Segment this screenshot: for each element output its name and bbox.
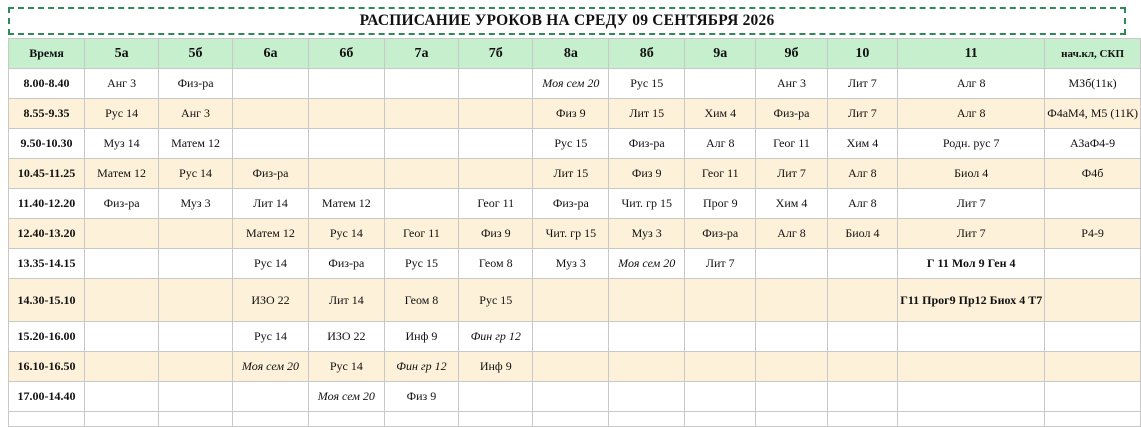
empty-cell — [685, 352, 756, 382]
empty-cell — [459, 382, 533, 412]
header-class: 7б — [459, 39, 533, 69]
empty-cell — [756, 382, 827, 412]
lesson-cell: АЗаФ4-9 — [1045, 129, 1141, 159]
empty-cell — [85, 412, 159, 427]
lesson-row — [9, 352, 1141, 382]
lesson-cell: Муз 3 — [533, 249, 609, 279]
empty-cell — [533, 382, 609, 412]
lesson-cell: Физ-ра — [533, 189, 609, 219]
lesson-cell: Геом 8 — [384, 279, 458, 322]
empty-cell — [609, 412, 685, 427]
empty-cell — [685, 412, 756, 427]
time-cell: 8.00-8.40 — [9, 69, 85, 99]
empty-cell — [159, 219, 233, 249]
lesson-cell: Моя сем 20 — [533, 69, 609, 99]
empty-cell — [384, 69, 458, 99]
lesson-cell: Хим 4 — [685, 99, 756, 129]
lesson-cell: Лит 7 — [898, 189, 1045, 219]
lesson-cell: МЗб(11к) — [1045, 69, 1141, 99]
empty-cell — [159, 322, 233, 352]
empty-cell — [159, 412, 233, 427]
lesson-cell: Физ-ра — [85, 189, 159, 219]
lesson-cell: Моя сем 20 — [233, 352, 309, 382]
lesson-row — [9, 69, 1141, 99]
empty-cell — [85, 249, 159, 279]
time-cell: 11.40-12.20 — [9, 189, 85, 219]
empty-cell — [827, 322, 898, 352]
lesson-row — [9, 189, 1141, 219]
header-class: 5а — [85, 39, 159, 69]
empty-cell — [233, 69, 309, 99]
lesson-cell: Биол 4 — [898, 159, 1045, 189]
time-cell: 16.10-16.50 — [9, 352, 85, 382]
lesson-cell: Лит 15 — [533, 159, 609, 189]
empty-cell — [159, 382, 233, 412]
lesson-cell: Рус 14 — [159, 159, 233, 189]
lesson-cell: Алг 8 — [756, 219, 827, 249]
lesson-cell: Ф4б — [1045, 159, 1141, 189]
empty-cell — [85, 352, 159, 382]
header-class: 6а — [233, 39, 309, 69]
empty-cell — [609, 279, 685, 322]
lesson-cell: Физ 9 — [459, 219, 533, 249]
lesson-cell: Алг 8 — [898, 99, 1045, 129]
lesson-cell: Лит 7 — [827, 69, 898, 99]
empty-cell — [827, 382, 898, 412]
header-time: Время — [9, 39, 85, 69]
table-bottom-edge — [9, 412, 1141, 427]
empty-cell — [384, 189, 458, 219]
empty-cell — [609, 352, 685, 382]
empty-cell — [459, 69, 533, 99]
lesson-cell: Г11 Прог9 Пр12 Биох 4 Т7 — [898, 279, 1045, 322]
lesson-cell: Инф 9 — [384, 322, 458, 352]
empty-cell — [233, 129, 309, 159]
lesson-row — [9, 99, 1141, 129]
empty-cell — [233, 382, 309, 412]
time-cell: 9.50-10.30 — [9, 129, 85, 159]
lesson-cell: Физ-ра — [756, 99, 827, 129]
lesson-cell: Геог 11 — [756, 129, 827, 159]
empty-cell — [533, 322, 609, 352]
lesson-cell: Матем 12 — [159, 129, 233, 159]
lesson-cell: Фин гр 12 — [384, 352, 458, 382]
lesson-cell: Геог 11 — [459, 189, 533, 219]
empty-cell — [685, 279, 756, 322]
empty-cell — [827, 412, 898, 427]
lesson-cell: Анг 3 — [85, 69, 159, 99]
empty-cell — [85, 279, 159, 322]
empty-cell — [384, 129, 458, 159]
empty-cell — [159, 249, 233, 279]
lesson-cell: Анг 3 — [756, 69, 827, 99]
time-cell: 17.00-14.40 — [9, 382, 85, 412]
empty-cell — [1045, 249, 1141, 279]
empty-cell — [756, 412, 827, 427]
empty-cell — [1045, 412, 1141, 427]
lesson-row — [9, 382, 1141, 412]
empty-cell — [308, 129, 384, 159]
empty-cell — [1045, 382, 1141, 412]
schedule-body — [9, 69, 1141, 427]
lesson-cell: Лит 14 — [233, 189, 309, 219]
empty-cell — [609, 322, 685, 352]
empty-cell — [827, 279, 898, 322]
lesson-cell: Алг 8 — [827, 159, 898, 189]
header-class: 9а — [685, 39, 756, 69]
lesson-cell: Физ 9 — [609, 159, 685, 189]
header-primary-classes: нач.кл, СКП — [1045, 39, 1141, 69]
lesson-cell: Физ-ра — [609, 129, 685, 159]
lesson-cell: ИЗО 22 — [233, 279, 309, 322]
empty-cell — [756, 279, 827, 322]
lesson-cell: Физ-ра — [233, 159, 309, 189]
empty-cell — [533, 279, 609, 322]
lesson-cell: Лит 7 — [827, 99, 898, 129]
time-cell: 10.45-11.25 — [9, 159, 85, 189]
lesson-cell: Геог 11 — [685, 159, 756, 189]
lesson-cell: Муз 3 — [609, 219, 685, 249]
empty-cell — [308, 412, 384, 427]
lesson-cell: Муз 14 — [85, 129, 159, 159]
lesson-cell: Матем 12 — [308, 189, 384, 219]
lesson-cell: Биол 4 — [827, 219, 898, 249]
lesson-cell: Муз 3 — [159, 189, 233, 219]
lesson-row — [9, 279, 1141, 322]
empty-cell — [756, 249, 827, 279]
time-cell: 13.35-14.15 — [9, 249, 85, 279]
empty-cell — [459, 159, 533, 189]
time-cell: 14.30-15.10 — [9, 279, 85, 322]
empty-cell — [308, 159, 384, 189]
lesson-cell: ИЗО 22 — [308, 322, 384, 352]
empty-cell — [159, 279, 233, 322]
lesson-cell: Инф 9 — [459, 352, 533, 382]
lesson-cell: Хим 4 — [756, 189, 827, 219]
empty-cell — [827, 249, 898, 279]
lesson-cell: Лит 7 — [685, 249, 756, 279]
header-class: 9б — [756, 39, 827, 69]
lesson-cell: Геог 11 — [384, 219, 458, 249]
header-class: 8б — [609, 39, 685, 69]
lesson-cell: Рус 14 — [85, 99, 159, 129]
lesson-cell: Физ-ра — [308, 249, 384, 279]
empty-cell — [233, 99, 309, 129]
empty-cell — [1045, 189, 1141, 219]
header-class: 10 — [827, 39, 898, 69]
empty-cell — [1045, 322, 1141, 352]
empty-cell — [459, 99, 533, 129]
empty-cell — [898, 382, 1045, 412]
lesson-cell: Физ 9 — [384, 382, 458, 412]
empty-cell — [827, 352, 898, 382]
lesson-cell: Алг 8 — [898, 69, 1045, 99]
header-row — [9, 39, 1141, 69]
lesson-cell: Лит 7 — [898, 219, 1045, 249]
lesson-cell: Г 11 Мол 9 Ген 4 — [898, 249, 1045, 279]
lesson-cell: Матем 12 — [233, 219, 309, 249]
empty-cell — [609, 382, 685, 412]
empty-cell — [85, 219, 159, 249]
empty-cell — [85, 322, 159, 352]
empty-cell — [685, 322, 756, 352]
lesson-cell: Рус 15 — [533, 129, 609, 159]
lesson-cell: Рус 15 — [459, 279, 533, 322]
empty-cell — [756, 352, 827, 382]
lesson-cell: Лит 14 — [308, 279, 384, 322]
lesson-cell: Анг 3 — [159, 99, 233, 129]
lesson-cell: Прог 9 — [685, 189, 756, 219]
lesson-row — [9, 159, 1141, 189]
empty-cell — [1045, 352, 1141, 382]
empty-cell — [898, 322, 1045, 352]
time-cell: 12.40-13.20 — [9, 219, 85, 249]
lesson-cell: Р4-9 — [1045, 219, 1141, 249]
lesson-cell: Алг 8 — [827, 189, 898, 219]
lesson-cell: Рус 14 — [233, 322, 309, 352]
header-class: 7а — [384, 39, 458, 69]
header-class: 6б — [308, 39, 384, 69]
lesson-cell: Рус 14 — [308, 352, 384, 382]
empty-cell — [756, 322, 827, 352]
empty-cell — [85, 382, 159, 412]
lesson-cell: Алг 8 — [685, 129, 756, 159]
lesson-row — [9, 249, 1141, 279]
empty-cell — [159, 352, 233, 382]
lesson-cell: Хим 4 — [827, 129, 898, 159]
empty-cell — [384, 412, 458, 427]
lesson-row — [9, 322, 1141, 352]
header-class: 5б — [159, 39, 233, 69]
lesson-cell: Ф4аМ4, М5 (11К) — [1045, 99, 1141, 129]
lesson-cell: Моя сем 20 — [609, 249, 685, 279]
empty-cell — [685, 382, 756, 412]
lesson-cell: Физ 9 — [533, 99, 609, 129]
empty-cell — [533, 412, 609, 427]
header-class: 11 — [898, 39, 1045, 69]
lesson-cell: Фин гр 12 — [459, 322, 533, 352]
schedule-table — [8, 38, 1141, 427]
lesson-cell: Чит. гр 15 — [609, 189, 685, 219]
empty-cell — [233, 412, 309, 427]
lesson-cell: Физ-ра — [685, 219, 756, 249]
lesson-row — [9, 129, 1141, 159]
header-class: 8а — [533, 39, 609, 69]
lesson-cell: Лит 15 — [609, 99, 685, 129]
lesson-cell: Физ-ра — [159, 69, 233, 99]
empty-cell — [308, 69, 384, 99]
lesson-cell: Геом 8 — [459, 249, 533, 279]
lesson-cell: Рус 14 — [308, 219, 384, 249]
empty-cell — [1045, 279, 1141, 322]
lesson-cell: Матем 12 — [85, 159, 159, 189]
empty-cell — [898, 412, 1045, 427]
lesson-cell: Рус 14 — [233, 249, 309, 279]
empty-cell — [384, 159, 458, 189]
lesson-cell: Лит 7 — [756, 159, 827, 189]
empty-cell — [384, 99, 458, 129]
empty-cell — [898, 352, 1045, 382]
lesson-cell: Моя сем 20 — [308, 382, 384, 412]
lesson-cell: Чит. гр 15 — [533, 219, 609, 249]
time-cell: 15.20-16.00 — [9, 322, 85, 352]
lesson-cell: Рус 15 — [384, 249, 458, 279]
time-cell: 8.55-9.35 — [9, 99, 85, 129]
empty-cell — [459, 412, 533, 427]
lesson-cell: Рус 15 — [609, 69, 685, 99]
empty-cell — [685, 69, 756, 99]
lesson-cell: Родн. рус 7 — [898, 129, 1045, 159]
empty-cell — [459, 129, 533, 159]
empty-cell — [9, 412, 85, 427]
schedule-title: РАСПИСАНИЕ УРОКОВ НА СРЕДУ 09 СЕНТЯБРЯ 2026 — [8, 7, 1126, 35]
lesson-row — [9, 219, 1141, 249]
empty-cell — [308, 99, 384, 129]
empty-cell — [533, 352, 609, 382]
